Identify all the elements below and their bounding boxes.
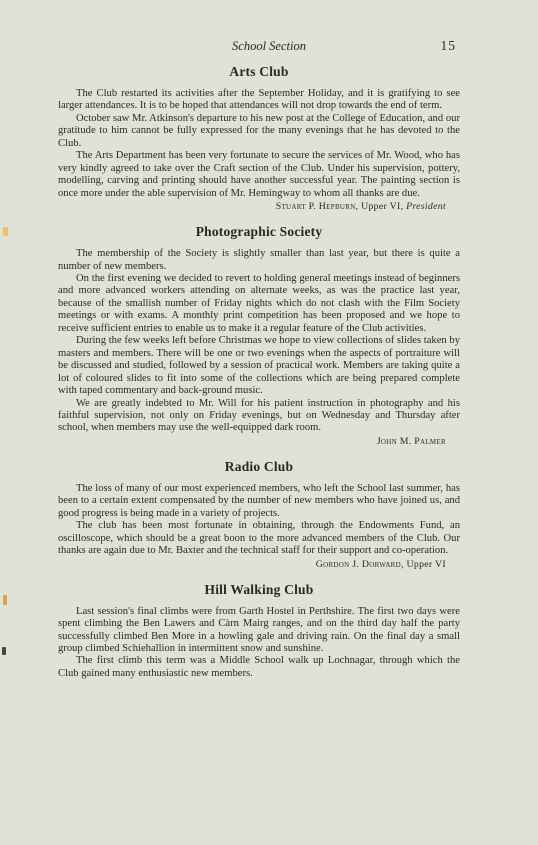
- section-photographic-society: [58, 224, 460, 447]
- margin-tab-mark: [3, 227, 8, 236]
- section-heading: Photographic Society: [195, 224, 323, 240]
- signature-detail: , Upper VI: [401, 558, 446, 570]
- signature-name: John M. Palmer: [376, 435, 446, 447]
- running-header: [0, 38, 538, 56]
- section-radio-club: [58, 459, 460, 570]
- signature-name: Gordon J. Dorward: [315, 558, 401, 570]
- section-heading: Arts Club: [229, 64, 289, 79]
- signature-detail: , Upper VI,: [355, 201, 407, 213]
- paragraph: The Arts Department has been very fortunate to secure the services of Mr. Wood, who has very kindly agreed to take over the Craft section of the Club. Under his supervision, pottery, modelling, carving and printing should have another successful year. The painting section is once more under the able supervision of Mr. Hemingway to whom all thanks are due.: [58, 150, 460, 199]
- paragraph: The club has been most fortunate in obtaining, through the Endowments Fund, an oscilloscope, which should be a great boon to the more advanced members of the Club. Our thanks are again due to Mr. Baxter and the technical staff for their support and co-operation.: [58, 520, 460, 557]
- paragraph: On the first evening we decided to revert to holding general meetings instead of beginners and more advanced workers attending on alternate weeks, as was the practice last year, because of the smallish number of Friday nights which do not clash with the Film Society meetings or with exams. A monthly print competition has been proposed and we hope to receive sufficient entries to enable us to make it a regular feature of the Club activities.: [58, 272, 460, 334]
- page-number: 15: [440, 38, 456, 53]
- section-arts-club: [58, 64, 460, 212]
- paragraph: The membership of the Society is slightly smaller than last year, but there is quite a number of new members.: [58, 248, 460, 272]
- margin-tab-mark: [3, 595, 7, 605]
- section-heading: Radio Club: [224, 458, 294, 474]
- margin-tab-mark: [2, 647, 6, 655]
- signature-role: President: [406, 201, 446, 213]
- section-hill-walking-club: [58, 582, 460, 681]
- paragraph: October saw Mr. Atkinson's departure to his new post at the College of Education, and our gratitude to him cannot be fully expressed for the many evenings that he has devoted to the Club.: [58, 112, 460, 149]
- signature: [58, 559, 446, 570]
- paragraph: The first climb this term was a Middle School walk up Lochnagar, through which the Club gained many enthusiastic new members.: [58, 655, 460, 679]
- paragraph: We are greatly indebted to Mr. Will for his patient instruction in photography and his faithful supervision, not only on Friday evenings, but on Wednesday and Thursday after school, when members may use the well-equipped dark room.: [58, 397, 460, 434]
- paragraph: Last session's final climbs were from Garth Hostel in Perthshire. The first two days were spent climbing the Ben Lawers and Càrn Mairg ranges, and on the third day half the party successfully climbed Ben More in a howling gale and driving rain. On the final day a small group climbed Schiehallion in intermittent snow and sunshine.: [58, 605, 460, 654]
- paragraph: The Club restarted its activities after the September Holiday, and it is gratifying to see larger attendances. It is to be hoped that attendances will not drop towards the end of term.: [58, 88, 460, 112]
- section-heading: Hill Walking Club: [204, 581, 314, 597]
- signature-name: Stuart P. Hepburn: [275, 201, 356, 213]
- paragraph: During the few weeks left before Christmas we hope to view collections of slides taken by masters and members. There will be one or two evenings when the aspects of portraiture will be discussed and studied, followed by a session of practical work. Members are taking quite a lot of coloured slides to fit into some of the collections which are being prepared complete with taped commentary and back-ground music.: [58, 335, 460, 397]
- running-title: School Section: [232, 39, 306, 53]
- page-content: [58, 64, 460, 680]
- signature: [58, 436, 446, 447]
- signature: [58, 201, 446, 212]
- paragraph: The loss of many of our most experienced members, who left the School last summer, has been to a certain extent compensated by the number of new members who have joined us, and good progress is being made in a variety of projects.: [58, 482, 460, 519]
